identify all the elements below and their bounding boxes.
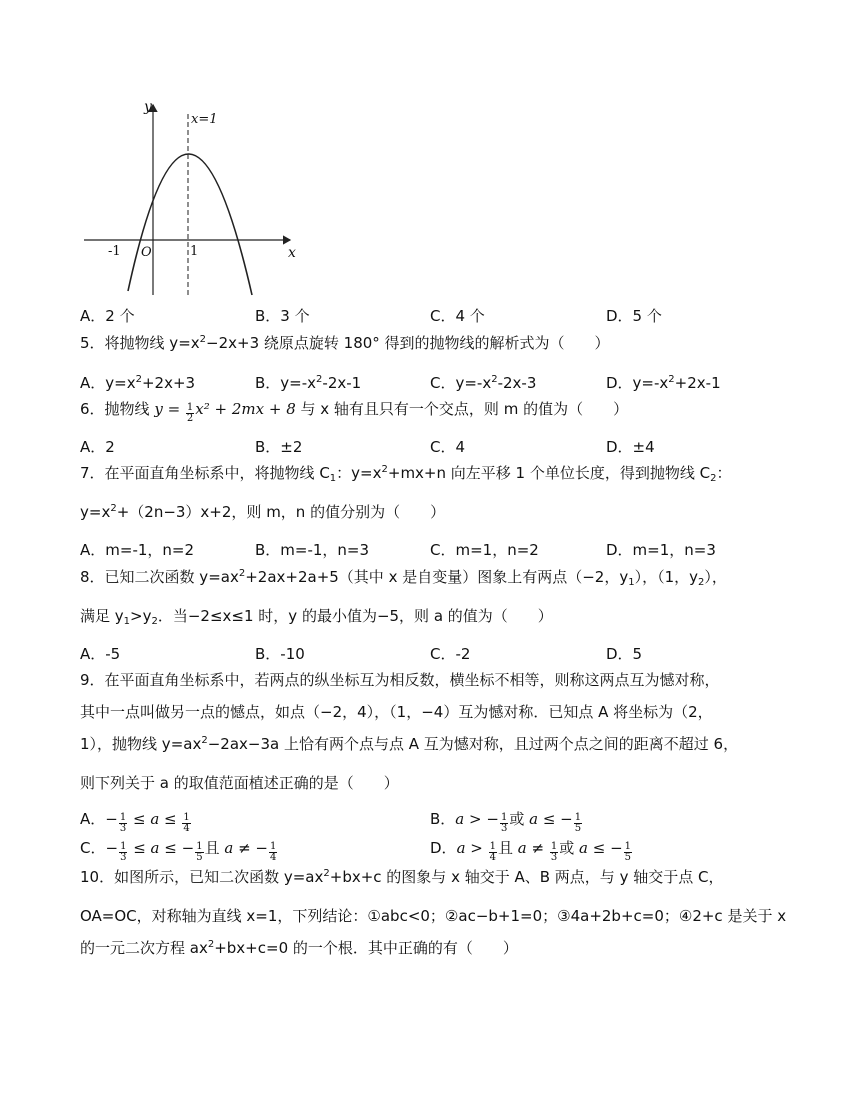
q7-stem-line-2: $y=x^2+(2n-3)x+2$，则 m，n 的值分别为（ ）: [80, 503, 446, 521]
q5-option-c: C．$y=-x^2-2x-3$: [430, 374, 537, 392]
q6-stem: 6．抛物线 y = $\frac{1}{2}$ x² + 2mx + 8 与 x 轴有且只有一个交点，则 m 的值为（ ）: [80, 400, 629, 424]
tick-neg-one: -1: [108, 244, 121, 259]
q5-option-d: D．$y=-x^2+2x-1$: [606, 374, 721, 392]
q7-option-c: C．m=1，n=2: [430, 541, 539, 559]
q9-option-b: B．a > − $\frac{1}{3}$ 或 a ≤ − $\frac{1}{5}$: [430, 810, 582, 834]
q10-stem-line-2: OA=OC，对称轴为直线 x=1，下列结论：①abc<0；②ac−b+1=0；③4a+2b+c=0；④2+c 是关于 x: [80, 907, 787, 925]
q9-stem-line-1: 9．在平面直角坐标系中，若两点的纵坐标互为相反数，横坐标不相等，则称这两点互为憾对称，: [80, 671, 720, 689]
tick-one: 1: [190, 244, 199, 259]
q8-option-b: B．-10: [255, 645, 305, 663]
q5-option-a: A．$y=x^2+2x+3$: [80, 374, 196, 392]
q6-option-c: C．4: [430, 438, 466, 456]
q8-option-a: A．-5: [80, 645, 121, 663]
symmetry-axis-label: x=1: [191, 112, 218, 127]
q8-option-d: D．5: [606, 645, 643, 663]
q7-option-a: A．m=-1，n=2: [80, 541, 195, 559]
q4-option-b: B．3 个: [255, 307, 310, 325]
q9-stem-line-3: 1），抛物线 $y=ax^2-2ax-3a$ 上恰有两个点与点 A 互为憾对称，且过两个点之间的距离不超过 6，: [80, 735, 739, 753]
fraction-one-half: $\frac{1}{2}$: [186, 402, 194, 424]
origin-label: O: [141, 245, 152, 260]
q4-option-a: A．2 个: [80, 307, 135, 325]
q4-option-c: C．4 个: [430, 307, 485, 325]
q8-stem-line-2: 满足 $y_1>y_2$．当−2≤x≤1 时，y 的最小值为−5，则 a 的值为（ ）: [80, 607, 553, 627]
q5-option-b: B．$y=-x^2-2x-1$: [255, 374, 362, 392]
parabola-curve: [128, 154, 252, 295]
q9-option-d: D．a > $\frac{1}{4}$ 且 a ≠ $\frac{1}{3}$ 或 a ≤ − $\frac{1}{5}$: [430, 839, 632, 863]
q9-option-a: A．− $\frac{1}{3}$ ≤ a ≤ $\frac{1}{4}$: [80, 810, 190, 834]
q10-stem-line-3: 的一元二次方程 $ax^2+bx+c=0$ 的一个根．其中正确的有（ ）: [80, 939, 518, 957]
q4-option-d: D．5 个: [606, 307, 662, 325]
q7-option-b: B．m=-1，n=3: [255, 541, 370, 559]
y-axis-label: y: [144, 99, 152, 115]
q9-stem-line-4: 则下列关于 a 的取值范面植述正确的是（ ）: [80, 774, 399, 792]
q6-option-a: A．2: [80, 438, 115, 456]
q5-stem: 5．将抛物线 $y=x^2-2x+3$ 绕原点旋转 180° 得到的抛物线的解析式为（ ）: [80, 334, 610, 352]
parabola-graph: [80, 95, 300, 305]
q6-option-b: B．±2: [255, 438, 303, 456]
q9-option-c: C．− $\frac{1}{3}$ ≤ a ≤ − $\frac{1}{5}$ 且 a ≠ − $\frac{1}{4}$: [80, 839, 277, 863]
q9-stem-line-2: 其中一点叫做另一点的憾点，如点（−2，4），（1，−4）互为憾对称．已知点 A 将坐标为（2，: [80, 703, 713, 721]
q6-option-d: D．±4: [606, 438, 655, 456]
x-axis-label: x: [288, 245, 296, 261]
q8-stem-line-1: 8．已知二次函数 $y=ax^2+2ax+2a+5$（其中 x 是自变量）图象上有两点（−2，$y_1$），（1，$y_2$），: [80, 568, 727, 588]
q10-stem-line-1: 10．如图所示，已知二次函数 $y=ax^2+bx+c$ 的图象与 x 轴交于 A、B 两点，与 y 轴交于点 C，: [80, 868, 724, 886]
q7-option-d: D．m=1，n=3: [606, 541, 716, 559]
q7-stem-line-1: 7．在平面直角坐标系中，将抛物线 $C_1$：$y=x^2+mx+n$ 向左平移 1 个单位长度，得到抛物线 $C_2$：: [80, 464, 732, 484]
q8-option-c: C．-2: [430, 645, 471, 663]
